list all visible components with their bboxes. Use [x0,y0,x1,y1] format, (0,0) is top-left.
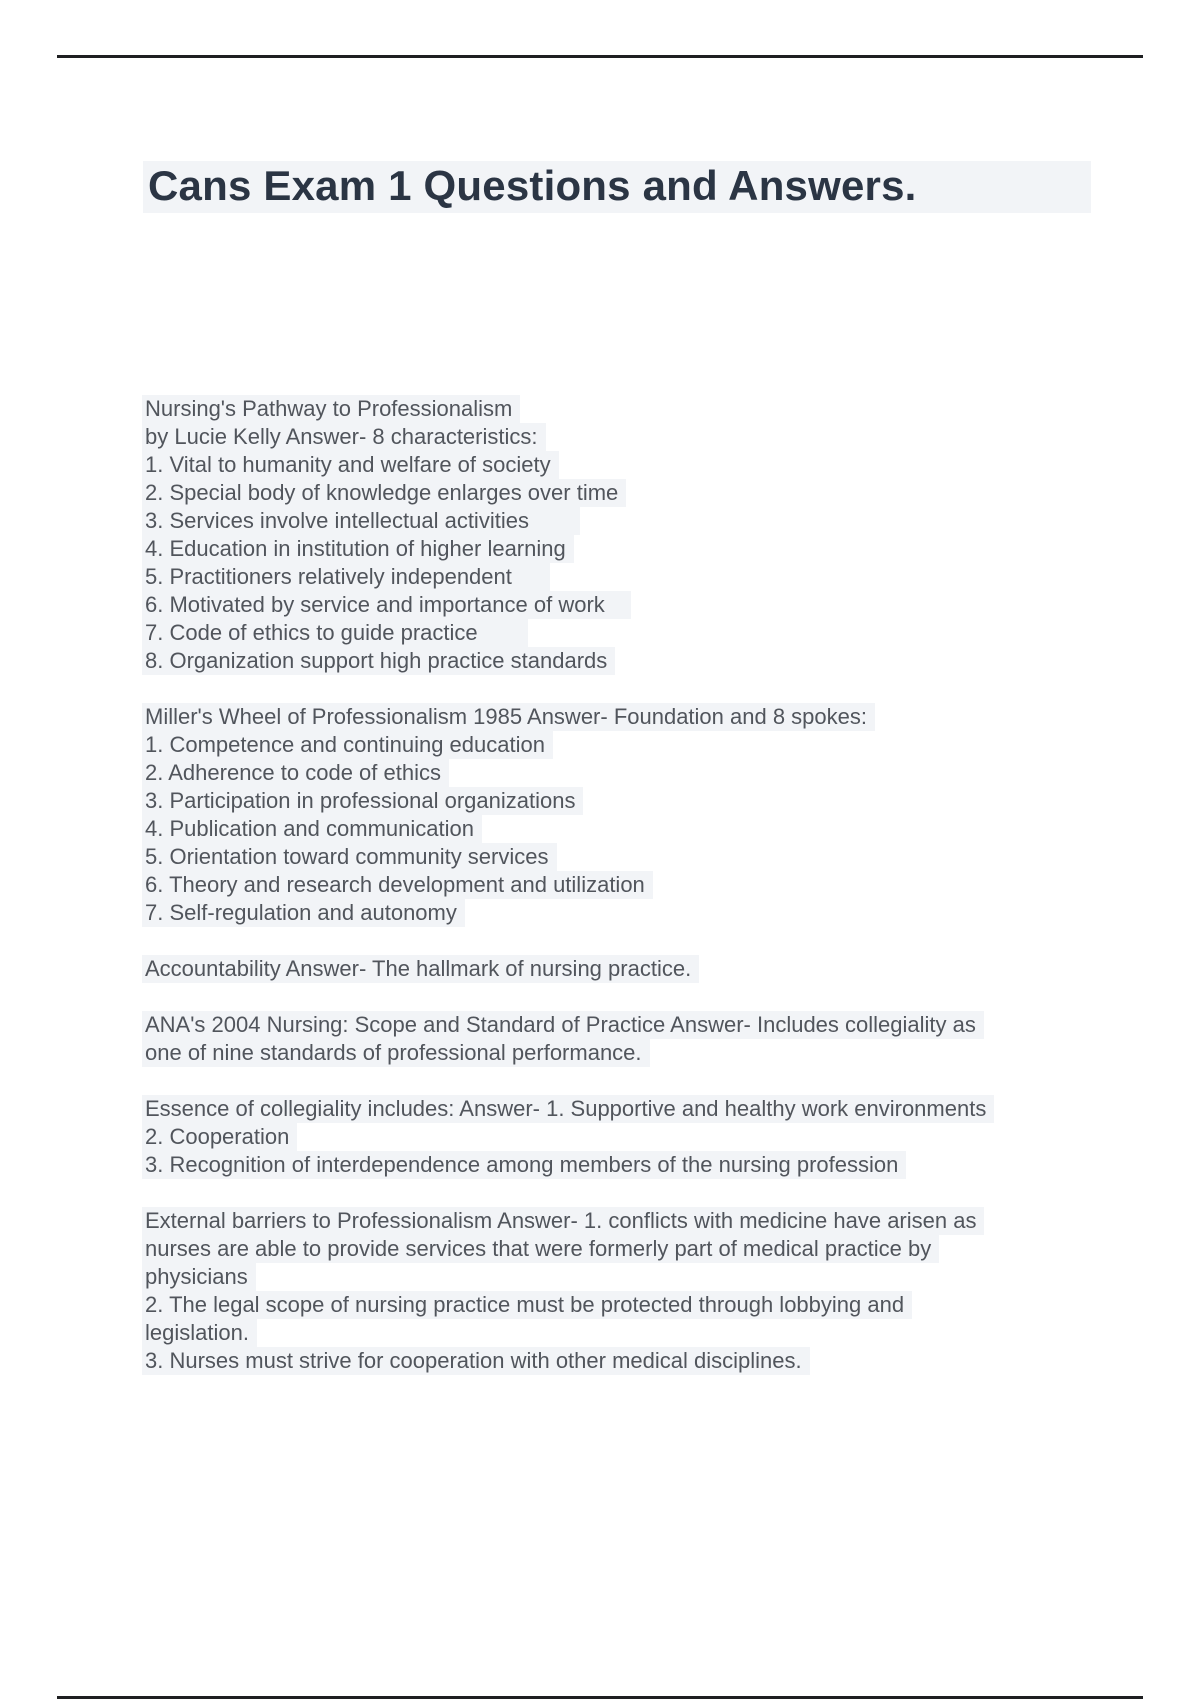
highlighted-text: physicians [142,1263,256,1291]
highlighted-text: Nursing's Pathway to Professionalism [142,395,520,423]
text-line [145,899,1155,927]
highlighted-text: 2. Cooperation [142,1123,297,1151]
highlighted-text: 3. Nurses must strive for cooperation with other medical disciplines. [142,1347,810,1375]
highlighted-text: 3. Participation in professional organizations [142,787,583,815]
blank-line [145,983,1155,1011]
text-line [145,1319,1155,1347]
highlighted-text: 5. Practitioners relatively independent [142,563,550,591]
highlighted-text: Essence of collegiality includes: Answer- 1. Supportive and healthy work environments [142,1095,994,1123]
text-line [145,1263,1155,1291]
body-text [145,395,1155,1375]
text-line [145,507,1155,535]
text-line [145,815,1155,843]
blank-line [145,927,1155,955]
blank-line [145,675,1155,703]
highlighted-text: legislation. [142,1319,257,1347]
top-rule [57,55,1143,58]
text-line [145,955,1155,983]
text-line [145,591,1155,619]
highlighted-text: 7. Code of ethics to guide practice [142,619,528,647]
text-line [145,1011,1155,1039]
highlighted-text: by Lucie Kelly Answer- 8 characteristics: [142,423,546,451]
text-line [145,1095,1155,1123]
highlighted-text: 3. Recognition of interdependence among members of the nursing profession [142,1151,906,1179]
highlighted-text: one of nine standards of professional performance. [142,1039,650,1067]
text-line [145,1347,1155,1375]
highlighted-text: 2. Adherence to code of ethics [142,759,449,787]
highlighted-text: nurses are able to provide services that were formerly part of medical practice by [142,1235,939,1263]
highlighted-text: 6. Motivated by service and importance of work [142,591,631,619]
highlighted-text: 7. Self-regulation and autonomy [142,899,465,927]
text-line [145,451,1155,479]
highlighted-text: 4. Education in institution of higher learning [142,535,574,563]
page-title: Cans Exam 1 Questions and Answers. [143,161,1091,213]
text-line [145,1151,1155,1179]
text-line [145,1291,1155,1319]
text-line [145,1207,1155,1235]
text-line [145,423,1155,451]
text-line [145,395,1155,423]
highlighted-text: 2. The legal scope of nursing practice must be protected through lobbying and [142,1291,912,1319]
highlighted-text: 4. Publication and communication [142,815,482,843]
text-line [145,703,1155,731]
highlighted-text: 3. Services involve intellectual activities [142,507,580,535]
text-line [145,787,1155,815]
text-line [145,731,1155,759]
text-line [145,871,1155,899]
text-line [145,1123,1155,1151]
text-line [145,647,1155,675]
highlighted-text: 6. Theory and research development and utilization [142,871,653,899]
highlighted-text: 1. Competence and continuing education [142,731,553,759]
highlighted-text: ANA's 2004 Nursing: Scope and Standard of Practice Answer- Includes collegiality as [142,1011,984,1039]
highlighted-text: 5. Orientation toward community services [142,843,557,871]
text-line [145,843,1155,871]
highlighted-text: 2. Special body of knowledge enlarges over time [142,479,626,507]
highlighted-text: Accountability Answer- The hallmark of nursing practice. [142,955,699,983]
text-line [145,563,1155,591]
text-line [145,535,1155,563]
text-line [145,759,1155,787]
highlighted-text: Miller's Wheel of Professionalism 1985 Answer- Foundation and 8 spokes: [142,703,875,731]
text-line [145,1039,1155,1067]
blank-line [145,1179,1155,1207]
text-line [145,1235,1155,1263]
blank-line [145,1067,1155,1095]
text-line [145,479,1155,507]
highlighted-text: 8. Organization support high practice standards [142,647,615,675]
highlighted-text: 1. Vital to humanity and welfare of society [142,451,559,479]
text-line [145,619,1155,647]
highlighted-text: External barriers to Professionalism Answer- 1. conflicts with medicine have arisen as [142,1207,984,1235]
bottom-rule [57,1696,1143,1699]
